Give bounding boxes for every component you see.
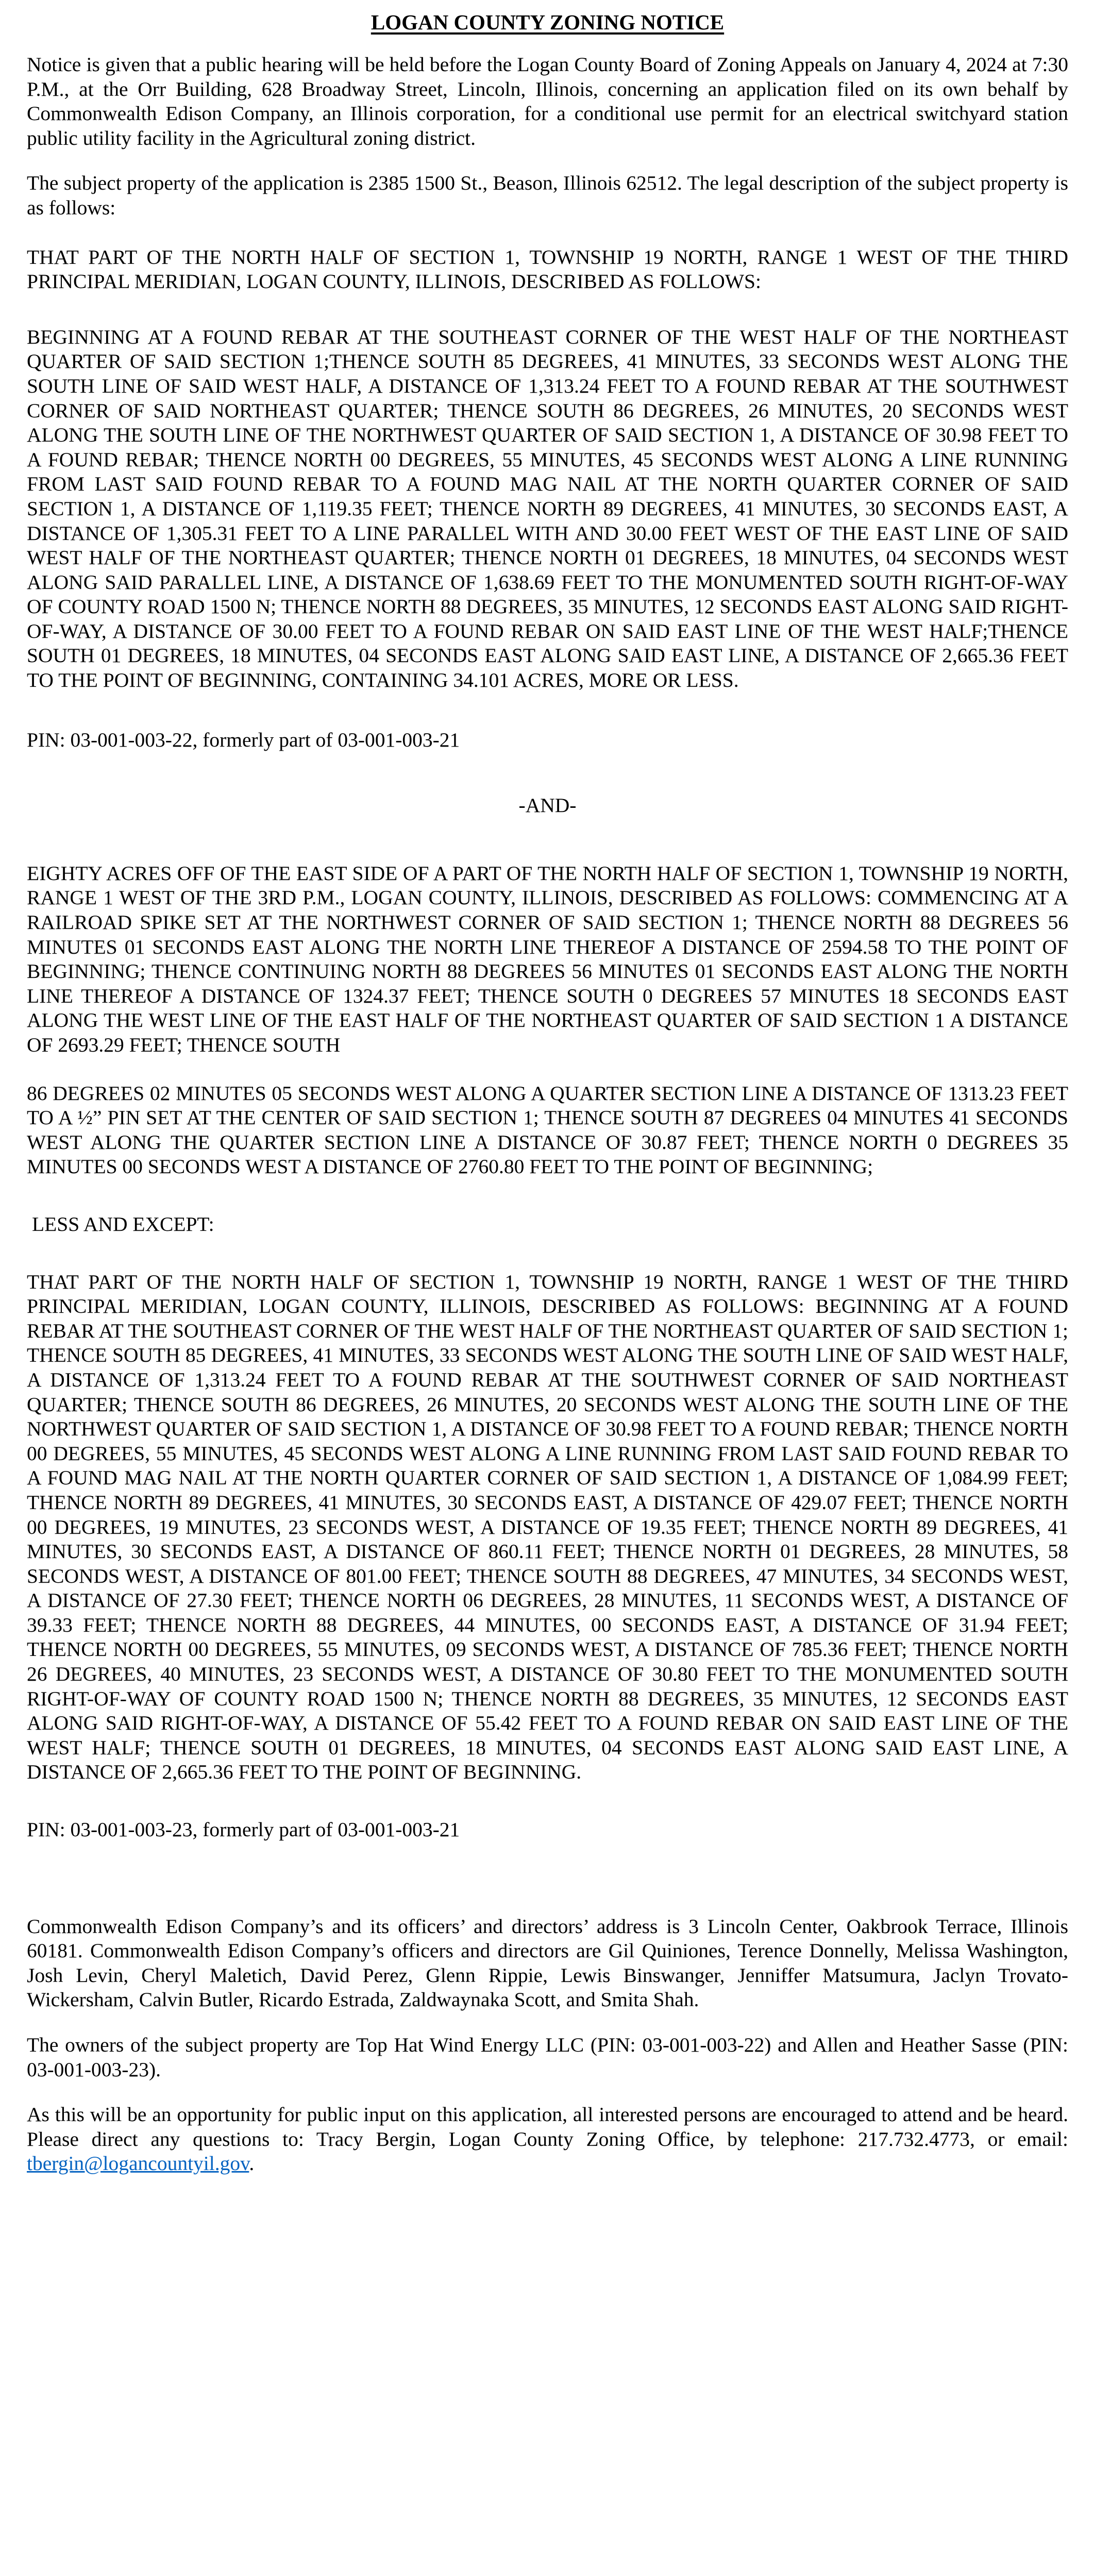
closing-paragraph — [27, 2103, 1068, 2176]
exception-legal-description: THAT PART OF THE NORTH HALF OF SECTION 1, TOWNSHIP 19 NORTH, RANGE 1 WEST OF THE THIRD PRINCIPAL MERIDIAN, LOGAN COUNTY, ILLINOIS, DESCRIBED AS FOLLOWS: BEGINNING AT A FOUND REBAR AT THE SOUTHEAST CORNER OF THE WEST HALF OF THE NORTHEAST QUARTER OF SAID SECTION 1; THENCE SOUTH 85 DEGREES, 41 MINUTES, 33 SECONDS WEST ALONG THE SOUTH LINE OF SAID WEST HALF, A DISTANCE OF 1,313.24 FEET TO A FOUND REBAR AT THE SOUTHWEST CORNER OF SAID NORTHEAST QUARTER; THENCE SOUTH 86 DEGREES, 26 MINUTES, 20 SECONDS WEST ALONG THE SOUTH LINE OF THE NORTHWEST QUARTER OF SAID SECTION 1, A DISTANCE OF 30.98 FEET TO A FOUND REBAR; THENCE NORTH 00 DEGREES, 55 MINUTES, 45 SECONDS WEST ALONG A LINE RUNNING FROM LAST SAID FOUND REBAR TO A FOUND MAG NAIL AT THE NORTH QUARTER CORNER OF SAID SECTION 1, A DISTANCE OF 1,084.99 FEET; THENCE NORTH 89 DEGREES, 41 MINUTES, 30 SECONDS EAST, A DISTANCE OF 429.07 FEET; THENCE NORTH 00 DEGREES, 19 MINUTES, 23 SECONDS WEST, A DISTANCE OF 19.35 FEET; THENCE NORTH 89 DEGREES, 41 MINUTES, 30 SECONDS EAST, A DISTANCE OF 860.11 FEET; THENCE NORTH 01 DEGREES, 28 MINUTES, 58 SECONDS WEST, A DISTANCE OF 801.00 FEET; THENCE SOUTH 88 DEGREES, 47 MINUTES, 34 SECONDS WEST, A DISTANCE OF 27.30 FEET; THENCE NORTH 06 DEGREES, 28 MINUTES, 11 SECONDS WEST, A DISTANCE OF 39.33 FEET; THENCE NORTH 88 DEGREES, 44 MINUTES, 00 SECONDS EAST, A DISTANCE OF 31.94 FEET; THENCE NORTH 00 DEGREES, 55 MINUTES, 09 SECONDS WEST, A DISTANCE OF 785.36 FEET; THENCE NORTH 26 DEGREES, 40 MINUTES, 23 SECONDS WEST, A DISTANCE OF 30.80 FEET TO THE MONUMENTED SOUTH RIGHT-OF-WAY OF COUNTY ROAD 1500 N; THENCE NORTH 88 DEGREES, 35 MINUTES, 12 SECONDS EAST ALONG SAID RIGHT-OF-WAY, A DISTANCE OF 55.42 FEET TO A FOUND REBAR ON SAID EAST LINE OF THE WEST HALF; THENCE SOUTH 01 DEGREES, 18 MINUTES, 04 SECONDS EAST ALONG SAID EAST LINE, A DISTANCE OF 2,665.36 FEET TO THE POINT OF BEGINNING. — [27, 1270, 1068, 1784]
notice-title: LOGAN COUNTY ZONING NOTICE — [371, 10, 725, 34]
subject-property-paragraph: The subject property of the application is 2385 1500 St., Beason, Illinois 62512. The legal description of the subject property is as follows: — [27, 172, 1068, 219]
contact-email-link[interactable]: tbergin@logancountyil.gov — [27, 2152, 249, 2175]
parcel2-legal-description-part2: 86 DEGREES 02 MINUTES 05 SECONDS WEST ALONG A QUARTER SECTION LINE A DISTANCE OF 1313.23 FEET TO A ½” PIN SET AT THE CENTER OF SAID SECTION 1; THENCE SOUTH 87 DEGREES 04 MINUTES 41 SECONDS WEST ALONG THE QUARTER SECTION LINE A DISTANCE OF 30.87 FEET; THENCE NORTH 0 DEGREES 35 MINUTES 00 SECONDS WEST A DISTANCE OF 2760.80 FEET TO THE POINT OF BEGINNING; — [27, 1081, 1068, 1178]
closing-period: . — [249, 2152, 255, 2175]
pin-1: PIN: 03-001-003-22, formerly part of 03-001-003-21 — [27, 728, 460, 751]
parcel1-heading: THAT PART OF THE NORTH HALF OF SECTION 1, TOWNSHIP 19 NORTH, RANGE 1 WEST OF THE THIRD PRINCIPAL MERIDIAN, LOGAN COUNTY, ILLINOIS, DESCRIBED AS FOLLOWS: — [27, 245, 1068, 293]
and-separator: -AND- — [518, 794, 577, 817]
officers-paragraph: Commonwealth Edison Company’s and its officers’ and directors’ address is 3 Lincoln Center, Oakbrook Terrace, Illinois 60181. Commonwealth Edison Company’s officers and directors are Gil Quiniones, Terence Donnelly, Melissa Washington, Josh Levin, Cheryl Maletich, David Perez, Glenn Rippie, Lewis Binswanger, Jenniffer Matsumura, Jaclyn Trovato-Wickersham, Calvin Butler, Ricardo Estrada, Zaldwaynaka Scott, and Smita Shah. — [27, 1914, 1068, 2011]
pin-2: PIN: 03-001-003-23, formerly part of 03-001-003-21 — [27, 1818, 460, 1841]
intro-paragraph: Notice is given that a public hearing will be held before the Logan County Board of Zoning Appeals on January 4, 2024 at 7:30 P.M., at the Orr Building, 628 Broadway Street, Lincoln, Illinois, concerning an application filed on its own behalf by Commonwealth Edison Company, an Illinois corporation, for a conditional use permit for an electrical switchyard station public utility facility in the Agricultural zoning district. — [27, 53, 1068, 149]
parcel1-legal-description: BEGINNING AT A FOUND REBAR AT THE SOUTHEAST CORNER OF THE WEST HALF OF THE NORTHEAST QUARTER OF SAID SECTION 1;THENCE SOUTH 85 DEGREES, 41 MINUTES, 33 SECONDS WEST ALONG THE SOUTH LINE OF SAID WEST HALF, A DISTANCE OF 1,313.24 FEET TO A FOUND REBAR AT THE SOUTHWEST CORNER OF SAID NORTHEAST QUARTER; THENCE SOUTH 86 DEGREES, 26 MINUTES, 20 SECONDS WEST ALONG THE SOUTH LINE OF THE NORTHWEST QUARTER OF SAID SECTION 1, A DISTANCE OF 30.98 FEET TO A FOUND REBAR; THENCE NORTH 00 DEGREES, 55 MINUTES, 45 SECONDS WEST ALONG A LINE RUNNING FROM LAST SAID FOUND REBAR TO A FOUND MAG NAIL AT THE NORTH QUARTER CORNER OF SAID SECTION 1, A DISTANCE OF 1,119.35 FEET; THENCE NORTH 89 DEGREES, 41 MINUTES, 30 SECONDS EAST, A DISTANCE OF 1,305.31 FEET TO A LINE PARALLEL WITH AND 30.00 FEET WEST OF THE EAST LINE OF SAID WEST HALF OF THE NORTHEAST QUARTER; THENCE NORTH 01 DEGREES, 18 MINUTES, 04 SECONDS WEST ALONG SAID PARALLEL LINE, A DISTANCE OF 1,638.69 FEET TO THE MONUMENTED SOUTH RIGHT-OF-WAY OF COUNTY ROAD 1500 N; THENCE NORTH 88 DEGREES, 35 MINUTES, 12 SECONDS EAST ALONG SAID RIGHT- OF-WAY, A DISTANCE OF 30.00 FEET TO A FOUND REBAR ON SAID EAST LINE OF THE WEST HALF;THENCE SOUTH 01 DEGREES, 18 MINUTES, 04 SECONDS EAST ALONG SAID EAST LINE, A DISTANCE OF 2,665.36 FEET TO THE POINT OF BEGINNING, CONTAINING 34.101 ACRES, MORE OR LESS. — [27, 325, 1068, 692]
less-and-except-label: LESS AND EXCEPT: — [32, 1212, 214, 1235]
closing-text: As this will be an opportunity for public input on this application, all interested persons are encouraged to attend and be heard. Please direct any questions to: Tracy Bergin, Logan County Zoning Office, by telephone: 217.732.4773, or email: — [27, 2103, 1068, 2150]
parcel2-legal-description-part1: EIGHTY ACRES OFF OF THE EAST SIDE OF A PART OF THE NORTH HALF OF SECTION 1, TOWNSHIP 19 NORTH, RANGE 1 WEST OF THE 3RD P.M., LOGAN COUNTY, ILLINOIS, DESCRIBED AS FOLLOWS: COMMENCING AT A RAILROAD SPIKE SET AT THE NORTHWEST CORNER OF SAID SECTION 1; THENCE NORTH 88 DEGREES 56 MINUTES 01 SECONDS EAST ALONG THE NORTH LINE THEREOF A DISTANCE OF 2594.58 TO THE POINT OF BEGINNING; THENCE CONTINUING NORTH 88 DEGREES 56 MINUTES 01 SECONDS EAST ALONG THE NORTH LINE THEREOF A DISTANCE OF 1324.37 FEET; THENCE SOUTH 0 DEGREES 57 MINUTES 18 SECONDS EAST ALONG THE WEST LINE OF THE EAST HALF OF THE NORTHEAST QUARTER OF SAID SECTION 1 A DISTANCE OF 2693.29 FEET; THENCE SOUTH — [27, 861, 1068, 1056]
owners-paragraph: The owners of the subject property are Top Hat Wind Energy LLC (PIN: 03-001-003-22) and Allen and Heather Sasse (PIN: 03-001-003-23). — [27, 2033, 1068, 2081]
